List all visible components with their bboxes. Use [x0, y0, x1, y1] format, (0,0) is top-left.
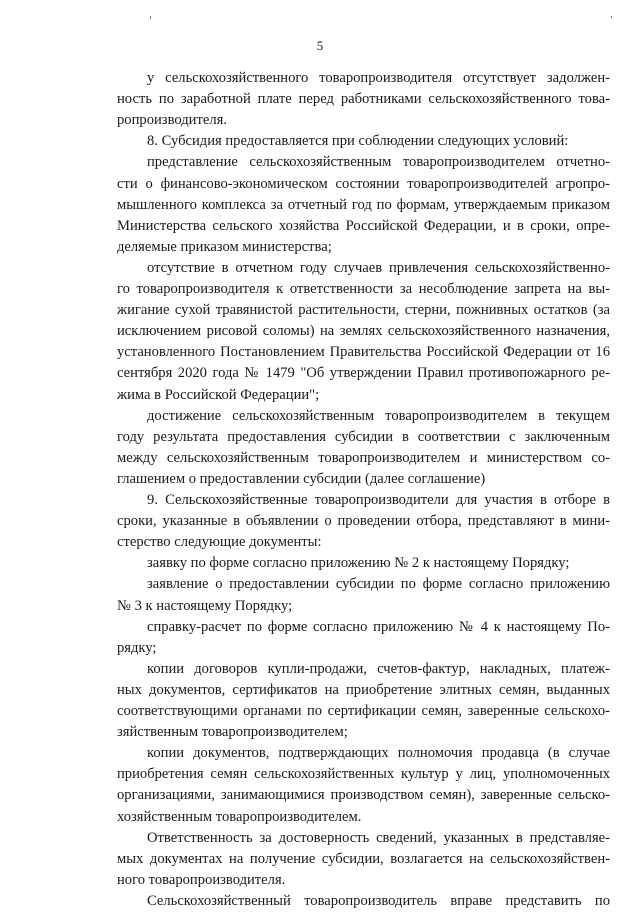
text-line: глашением о предоставлении субсидии (далее соглашение): [117, 470, 486, 487]
text-line: копии договоров купли-продажи, счетов-фактур, накладных, платеж-: [147, 660, 610, 677]
text-line: жима в Российской Федерации";: [117, 386, 320, 403]
text-line: ропроизводителя.: [117, 112, 227, 129]
text-line: Министерства сельского хозяйства Российской Федерации, и в сроки, опре-: [117, 217, 610, 234]
text-line: го товаропроизводителя к ответственности за несоблюдение запрета на вы-: [117, 281, 610, 297]
text-line: году результата предоставления субсидии в соответствии с заключенным: [117, 428, 610, 445]
text-line: справку-расчет по форме согласно приложению № 4 к настоящему По-: [147, 618, 610, 635]
scan-speck: [611, 16, 612, 18]
text-line: между сельскохозяйственным товаропроизводителем и министерством со-: [117, 449, 610, 466]
text-line: заявку по форме согласно приложению № 2 к настоящему Порядку;: [147, 555, 570, 572]
text-line: хозяйственным товаропроизводителем.: [117, 808, 362, 825]
text-line: стерство следующие документы:: [117, 534, 322, 551]
text-line: организациями, занимающимися производством семян), заверенные сельско-: [117, 787, 610, 804]
scan-speck: [150, 16, 151, 19]
text-line: Сельскохозяйственный товаропроизводитель вправе представить по: [147, 892, 610, 909]
text-line: достижение сельскохозяйственным товаропроизводителем в текущем: [147, 407, 610, 424]
text-line: представление сельскохозяйственным товаропроизводителем отчетно-: [147, 154, 610, 171]
text-line: приобретения семян сельскохозяйственных культур у лиц, уполномоченных: [117, 766, 610, 783]
text-line: сентября 2020 года № 1479 "Об утверждении Правил противопожарного ре-: [117, 365, 610, 382]
text-line: сти о финансово-экономическом состоянии товаропроизводителей агропро-: [117, 175, 610, 192]
text-line: ность по заработной плате перед работниками сельскохозяйственного това-: [117, 91, 610, 108]
text-line: рядку;: [117, 639, 157, 656]
text-line: исключением рисовой соломы) на землях сельскохозяйственного назначения,: [117, 323, 610, 340]
page-number: 5: [316, 38, 324, 53]
text-line: мых документах на получение субсидии, возлагается на сельскохозяйствен-: [117, 850, 610, 867]
text-line: заявление о предоставлении субсидии по форме согласно приложению: [147, 576, 610, 593]
text-line: деляемые приказом министерства;: [117, 238, 332, 255]
text-line: установленного Постановлением Правительства Российской Федерации от 16: [117, 344, 610, 361]
text-line: отсутствие в отчетном году случаев привлечения сельскохозяйственно-: [147, 259, 610, 276]
text-line: Ответственность за достоверность сведений, указанных в представляе-: [147, 829, 610, 846]
text-line: копии документов, подтверждающих полномочия продавца (в случае: [147, 745, 610, 762]
text-line: № 3 к настоящему Порядку;: [117, 597, 293, 614]
text-line: сроки, указанные в объявлении о проведении отбора, представляют в мини-: [117, 513, 610, 530]
text-line: жигание сухой травянистой растительности, стерни, пожнивных остатков (за: [117, 302, 610, 319]
text-line: 9. Сельскохозяйственные товаропроизводители для участия в отборе в: [147, 492, 610, 508]
text-line: ного товаропроизводителя.: [117, 871, 286, 888]
text-line: у сельскохозяйственного товаропроизводителя отсутствует задолжен-: [147, 70, 610, 86]
text-line: зяйственным товаропроизводителем;: [117, 724, 348, 741]
text-line: 8. Субсидия предоставляется при соблюдении следующих условий:: [147, 133, 569, 150]
text-line: мышленного комплекса за отчетный год по формам, утверждаемым приказом: [117, 196, 610, 213]
text-line: соответствующими органами по сертификации семян, заверенные сельскохо-: [117, 703, 610, 719]
text-line: ных документов, сертификатов на приобретение элитных семян, выданных: [117, 681, 610, 698]
